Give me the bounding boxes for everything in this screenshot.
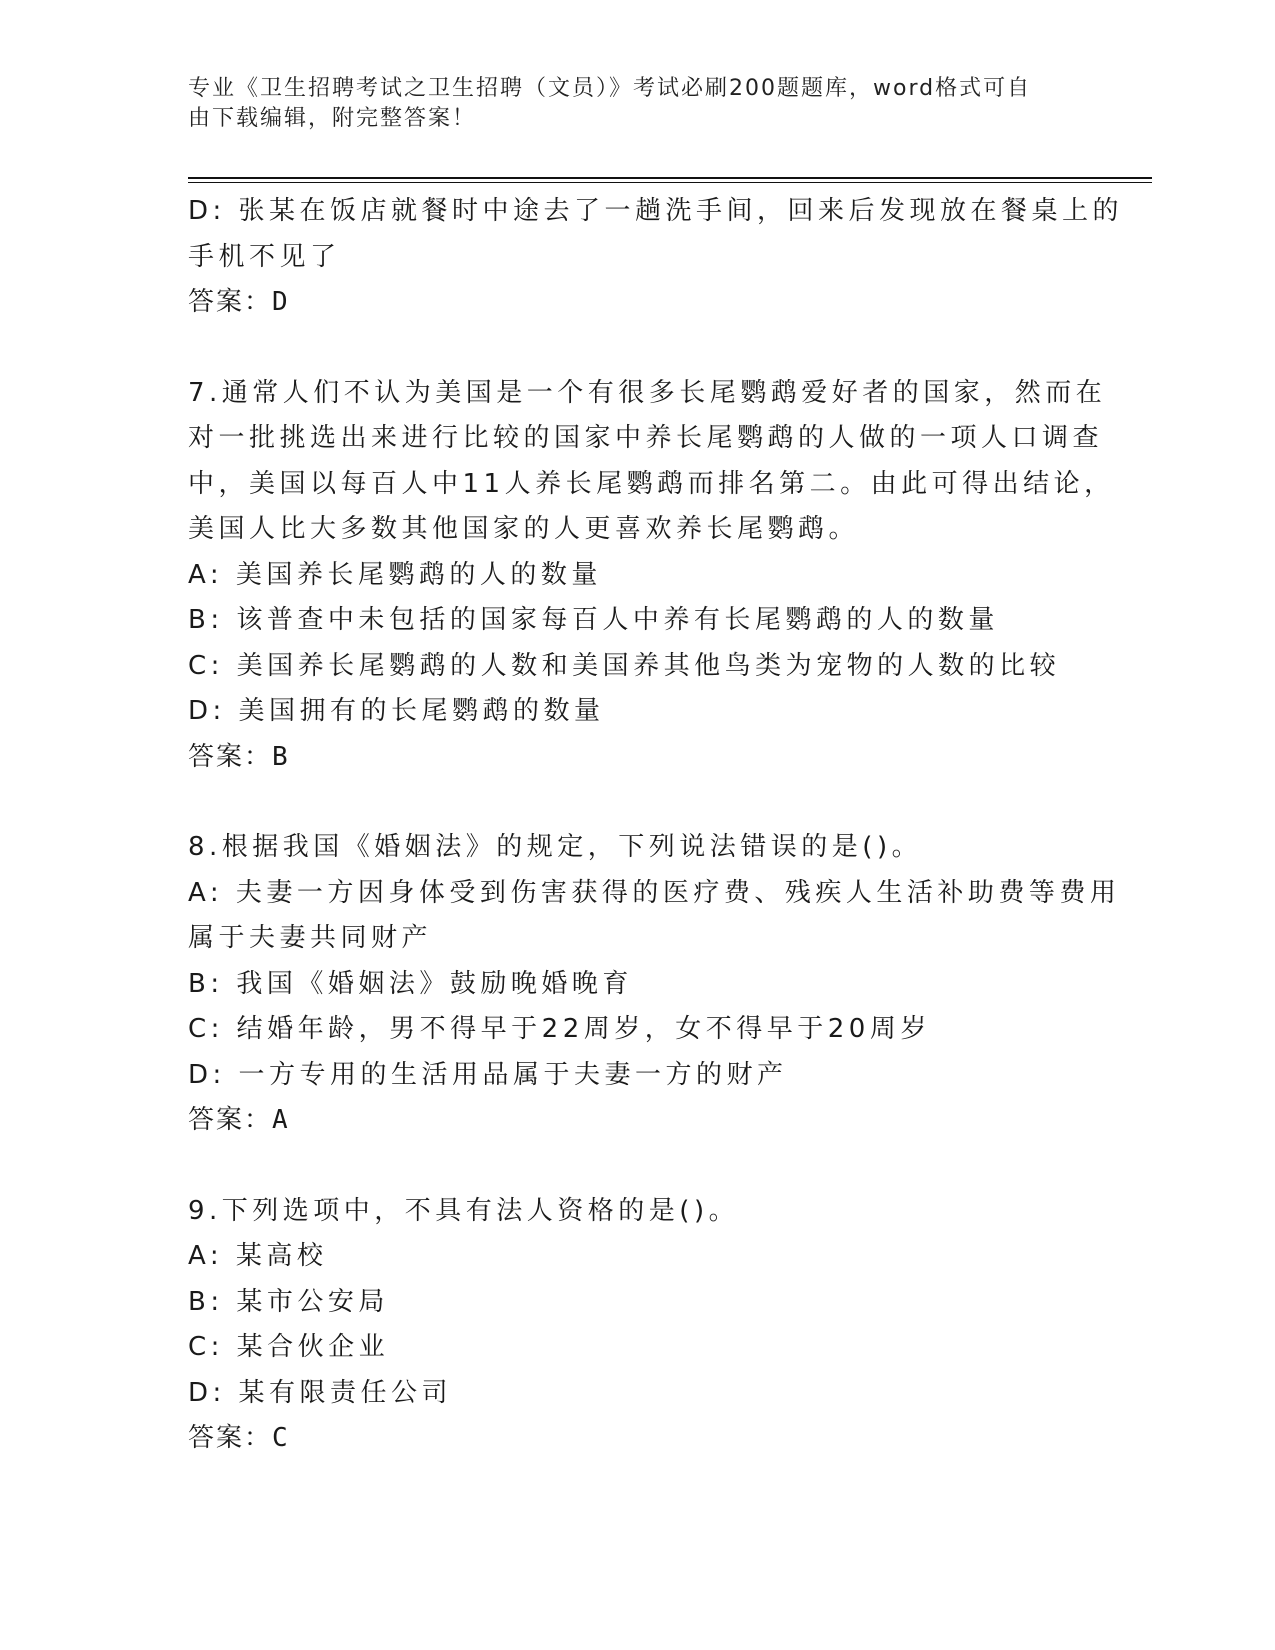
question-9 (188, 1189, 1088, 1462)
answer-label: 答案： (188, 1423, 273, 1453)
document-header (188, 74, 1068, 134)
question-text-line: 9.下列选项中，不具有法人资格的是()。 (188, 1195, 740, 1226)
answer-label: 答案： (188, 287, 273, 317)
option-c: C: 某合伙企业 (188, 1332, 390, 1362)
answer-label: 答案： (188, 1105, 273, 1135)
header-line-1: 专业《卫生招聘考试之卫生招聘（文员）》考试必刷200题题库，word格式可自 (188, 76, 1032, 101)
answer-value: A (272, 1105, 290, 1135)
answer-value: C (272, 1423, 290, 1453)
answer-line (188, 1098, 1088, 1144)
option-c: C: 结婚年龄，男不得早于22周岁，女不得早于20周岁 (188, 1014, 931, 1044)
question-text-line: 中，美国以每百人中11人养长尾鹦鹉而排名第二。由此可得出结论， (188, 468, 1115, 499)
option-d: D: 某有限责任公司 (188, 1377, 453, 1408)
question-text-line: 美国人比大多数其他国家的人更喜欢养长尾鹦鹉。 (188, 514, 860, 544)
option-c: C: 美国养长尾鹦鹉的人数和美国养其他鸟类为宠物的人数的比较 (188, 650, 1061, 681)
question-8 (188, 825, 1121, 1144)
option-b: B: 某市公安局 (188, 1286, 389, 1317)
answer-line (188, 280, 1088, 326)
question-text-line: 7.通常人们不认为美国是一个有很多长尾鹦鹉爱好者的国家，然而在 (188, 377, 1107, 408)
option-a-continued: 属于夫妻共同财产 (188, 923, 433, 953)
option-a: A: 某高校 (188, 1241, 328, 1271)
option-line: D: 张某在饭店就餐时中途去了一趟洗手间，回来后发现放在餐桌上的 (188, 196, 1124, 226)
answer-label: 答案： (188, 741, 273, 772)
answer-value: D (272, 287, 290, 317)
answer-value: B (272, 741, 290, 772)
option-b: B: 该普查中未包括的国家每百人中养有长尾鹦鹉的人的数量 (188, 605, 999, 635)
option-b: B: 我国《婚姻法》鼓励晚婚晚育 (188, 968, 633, 999)
question-list (188, 189, 1124, 1507)
question-text-line: 8.根据我国《婚姻法》的规定，下列说法错误的是()。 (188, 832, 923, 862)
question-text-line: 对一批挑选出来进行比较的国家中养长尾鹦鹉的人做的一项人口调查 (188, 423, 1104, 453)
option-d: D: 一方专用的生活用品属于夫妻一方的财产 (188, 1059, 788, 1090)
option-a: A: 美国养长尾鹦鹉的人的数量 (188, 559, 602, 590)
question-7 (188, 371, 1115, 781)
answer-line (188, 1416, 1088, 1462)
header-line-2: 由下载编辑，附完整答案！ (188, 106, 477, 131)
option-d: D: 美国拥有的长尾鹦鹉的数量 (188, 696, 605, 726)
header-divider-thick (188, 177, 1152, 179)
question-continued (188, 189, 1124, 326)
option-a: A: 夫妻一方因身体受到伤害获得的医疗费、残疾人生活补助费等费用 (188, 877, 1121, 908)
option-line: 手机不见了 (188, 241, 341, 272)
header-divider-thin (188, 182, 1152, 183)
answer-line (188, 735, 1088, 781)
